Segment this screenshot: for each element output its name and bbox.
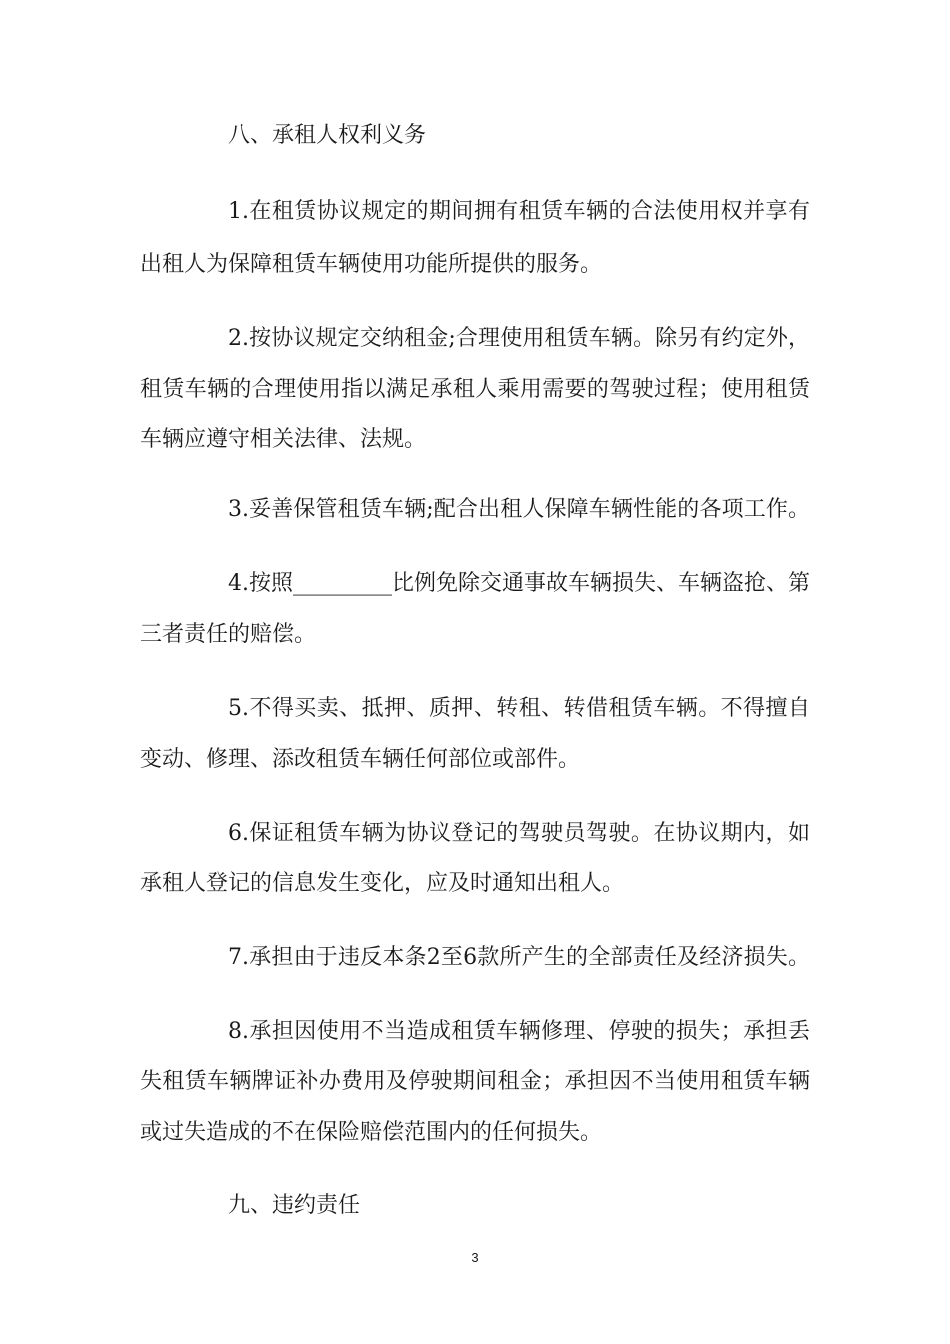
paragraph-5-line-2: 变动、修理、添改租赁车辆任何部位或部件。	[140, 747, 581, 772]
paragraph-1-line-2: 出租人为保障租赁车辆使用功能所提供的服务。	[140, 252, 603, 277]
paragraph-8-line-2: 失租赁车辆牌证补办费用及停驶期间租金；承担因不当使用租赁车辆	[140, 1069, 810, 1094]
paragraph-1-line-1: 1.在租赁协议规定的期间拥有租赁车辆的合法使用权并享有	[228, 199, 810, 224]
paragraph-7-line-1: 7.承担由于违反本条2至6款所产生的全部责任及经济损失。	[228, 945, 810, 970]
paragraph-5-line-1: 5.不得买卖、抵押、质押、转租、转借租赁车辆。不得擅自	[228, 696, 810, 721]
paragraph-2-line-2: 租赁车辆的合理使用指以满足承租人乘用需要的驾驶过程；使用租赁	[140, 377, 810, 402]
paragraph-4-line-1: 4.按照_________比例免除交通事故车辆损失、车辆盗抢、第	[228, 571, 810, 596]
paragraph-2-line-1: 2.按协议规定交纳租金;合理使用租赁车辆。除另有约定外，	[228, 326, 810, 351]
section-heading-8: 八、承租人权利义务	[228, 123, 427, 148]
paragraph-4-line-2: 三者责任的赔偿。	[140, 622, 317, 647]
paragraph-6-line-2: 承租人登记的信息发生变化，应及时通知出租人。	[140, 871, 625, 896]
paragraph-6-line-1: 6.保证租赁车辆为协议登记的驾驶员驾驶。在协议期内，如	[228, 821, 810, 846]
paragraph-8-line-3: 或过失造成的不在保险赔偿范围内的任何损失。	[140, 1120, 603, 1145]
paragraph-2-line-3: 车辆应遵守相关法律、法规。	[140, 427, 427, 452]
section-heading-9: 九、违约责任	[228, 1193, 361, 1218]
paragraph-8-line-1: 8.承担因使用不当造成租赁车辆修理、停驶的损失；承担丢	[228, 1019, 810, 1044]
page-number: 3	[471, 1250, 479, 1265]
paragraph-3-line-1: 3.妥善保管租赁车辆;配合出租人保障车辆性能的各项工作。	[228, 497, 810, 522]
